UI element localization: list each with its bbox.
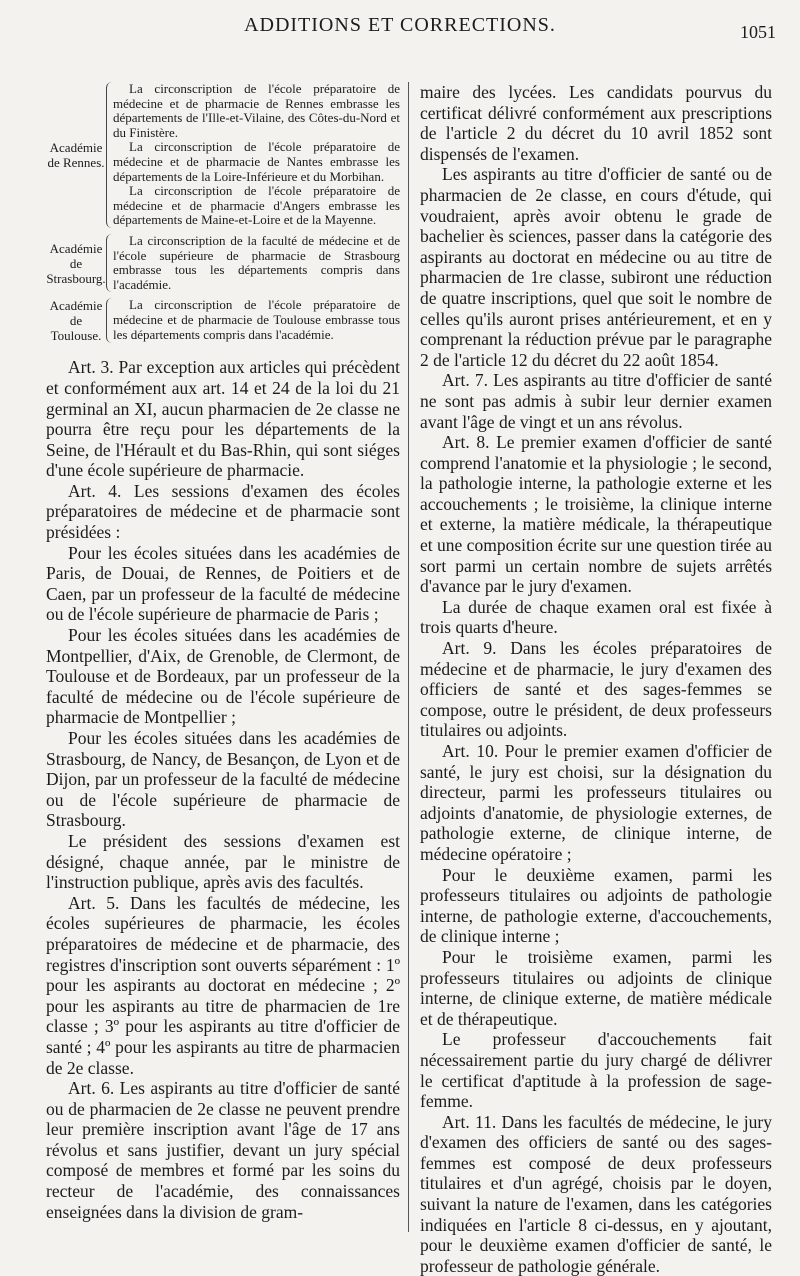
academy-item: La circonscription de l'école préparatoire de médecine et de pharmacie d'Angers embrasse les départements de Maine-et-Loire et de la Mayenne.	[113, 183, 400, 228]
academy-item: La circonscription de l'école préparatoire de médecine et de pharmacie de Nantes embrasse les départements de la Loire-Inférieure et du Morbihan.	[113, 139, 400, 184]
paragraph-art-10: Art. 10. Pour le premier examen d'officier de santé, le jury est choisi, sur la désignation du directeur, parmi les professeurs titulaires ou adjoints d'anatomie, de physiologie externes, de pathologie externe, de clinique interne, de médecine opératoire ;	[420, 741, 772, 864]
paragraph-art-11: Art. 11. Dans les facultés de médecine, le jury d'examen des officiers de santé ou des sages-femmes est composé de deux professeurs titulaires et d'un agrégé, choisis par le doyen, suivant la nature de l'examen, dans les catégories indiquées en l'article 8 ci-dessus, en y ajoutant, pour le deuxième examen d'officier de santé, le professeur de pathologie générale.	[420, 1111, 772, 1276]
academy-item: La circonscription de l'école préparatoire de médecine et de pharmacie de Toulouse embrasse tous les départements compris dans l'académie.	[113, 297, 400, 342]
academy-label: Académie de Strasbourg.	[46, 240, 106, 286]
academy-item: La circonscription de l'école préparatoire de médecine et de pharmacie de Rennes embrasse les départements de l'Ille-et-Vilaine, des Côtes-du-Nord et du Finistère.	[113, 81, 400, 140]
academy-block-toulouse	[46, 298, 400, 343]
paragraph: Pour les écoles situées dans les académies de Strasbourg, de Nancy, de Besançon, de Lyon et de Dijon, par un professeur de la faculté de médecine ou de l'école supérieure de pharmacie de Strasbourg.	[46, 728, 400, 831]
paragraph-art-7: Art. 7. Les aspirants au titre d'officier de santé ne sont pas admis à subir leur dernier examen avant l'âge de vingt et un ans révolus.	[420, 370, 772, 432]
academy-label: Académie de Rennes.	[47, 139, 105, 170]
paragraph: La durée de chaque examen oral est fixée à trois quarts d'heure.	[420, 596, 772, 638]
page-number: 1051	[740, 22, 776, 42]
paragraph: Pour le troisième examen, parmi les professeurs titulaires ou adjoints de clinique interne, de clinique externe, de matière médicale et de thérapeutique.	[420, 946, 772, 1029]
academy-text	[106, 82, 400, 228]
academy-item: La circonscription de la faculté de médecine et de l'école supérieure de pharmacie de Strasbourg embrasse tous les départements compris dans l'académie.	[113, 232, 400, 292]
right-column	[420, 82, 772, 1276]
paragraph: Le président des sessions d'examen est désigné, chaque année, par le ministre de l'instruction publique, après avis des facultés.	[46, 830, 400, 893]
academy-text	[106, 298, 400, 343]
paragraph-art-5: Art. 5. Dans les facultés de médecine, les écoles supérieures de pharmacie, les écoles préparatoires de médecine et de pharmacie, des registres d'inscription sont ouverts séparément : 1º pour les aspirants au doctorat en médecine ; 2º pour les aspirants au titre de pharmacien de 1re classe ; 3º pour les aspirants au titre d'officier de santé ; 4º pour les aspirants au titre de pharmacien de 2e classe.	[46, 892, 400, 1078]
paragraph: Le professeur d'accouchements fait nécessairement partie du jury chargé de délivrer le certificat d'aptitude à la profession de sage-femme.	[420, 1029, 772, 1112]
page-title: ADDITIONS ET CORRECTIONS.	[244, 14, 556, 36]
academy-block-strasbourg	[46, 234, 400, 292]
column-divider	[408, 82, 409, 1232]
paragraph-art-6: Art. 6. Les aspirants au titre d'officier de santé ou de pharmacien de 2e classe ne peuvent prendre leur première inscription avant l'âge de 17 ans révolus et sans justifier, devant un jury spécial composé de membres et formé par les soins du recteur de l'académie, des connaissances enseignées dans la division de gram-	[46, 1078, 400, 1222]
running-head	[0, 8, 800, 44]
paragraph-continuation: maire des lycées. Les candidats pourvus du certificat délivré conformément aux prescriptions de l'article 2 du décret du 10 avril 1852 sont dispensés de l'examen.	[420, 82, 772, 164]
academy-block-rennes	[46, 82, 400, 228]
academy-label: Académie de Toulouse.	[49, 298, 103, 344]
paragraph: Pour les écoles situées dans les académies de Montpellier, d'Aix, de Grenoble, de Clermont, de Toulouse et de Bordeaux, par un professeur de la faculté de médecine ou de l'école supérieure de pharmacie de Montpellier ;	[46, 625, 400, 728]
paragraph: Pour le deuxième examen, parmi les professeurs titulaires ou adjoints de pathologie interne, de pathologie externe, d'accouchements, de clinique interne ;	[420, 864, 772, 947]
paragraph-art-8: Art. 8. Le premier examen d'officier de santé comprend l'anatomie et la physiologie ; le second, la pathologie interne, la pathologie externe et les accouchements ; le troisième, la clinique interne et externe, la matière médicale, la thérapeutique et une composition écrite sur une question tirée au sort parmi un certain nombre de sujets arrêtés d'avance par le jury d'examen.	[420, 432, 772, 597]
paragraph: Pour les écoles situées dans les académies de Paris, de Douai, de Rennes, de Poitiers et de Caen, par un professeur de la faculté de médecine ou de l'école supérieure de pharmacie de Paris ;	[46, 542, 400, 625]
paragraph: Les aspirants au titre d'officier de santé ou de pharmacien de 2e classe, en cours d'étude, qui voudraient, après avoir obtenu le grade de bachelier ès sciences, passer dans la catégorie des aspirants au doctorat en médecine ou au titre de pharmacien de 1re classe, subiront une réduction de quatre inscriptions, quel que soit le nombre de celles qu'ils auront prises antérieurement, et en y comprenant la réduction prévue par le paragraphe 2 de l'article 12 du décret du 22 août 1854.	[420, 164, 772, 370]
academy-text	[106, 234, 400, 292]
paragraph-art-9: Art. 9. Dans les écoles préparatoires de médecine et de pharmacie, le jury d'examen des officiers de santé et des sages-femmes se compose, outre le président, de deux professeurs titulaires ou adjoints.	[420, 638, 772, 741]
left-column	[46, 82, 400, 1222]
paragraph-art-4: Art. 4. Les sessions d'examen des écoles préparatoires de médecine et de pharmacie sont présidées :	[46, 480, 400, 543]
paragraph-art-3: Art. 3. Par exception aux articles qui précèdent et conformément aux art. 14 et 24 de la loi du 21 germinal an XI, aucun pharmacien de 2e classe ne pourra être reçu pour les départements de la Seine, de l'Hérault et du Bas-Rhin, qui sont siéges d'une école supérieure de pharmacie.	[46, 357, 400, 481]
